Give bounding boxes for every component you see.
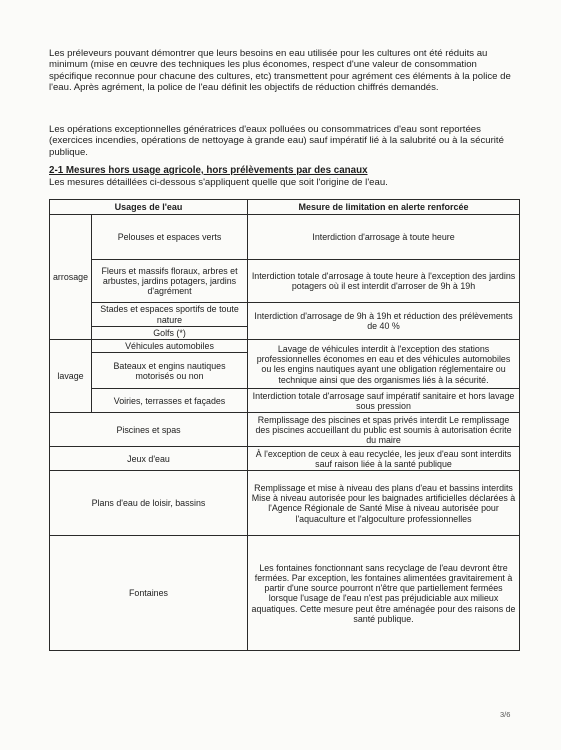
mesure-cell: Lavage de véhicules interdit à l'exception des stations professionnelles économes en eau et des véhicules automobiles ou les engins nautiques ayant une obligation réglementaire ou technique ainsi que des organismes liés à la sécurité.: [248, 340, 520, 389]
mesure-cell: À l'exception de ceux à eau recyclée, les jeux d'eau sont interdits sauf raison liée à la santé publique: [248, 447, 520, 471]
usage-cell: Fontaines: [50, 536, 248, 651]
mesure-cell: Interdiction totale d'arrosage sauf impératif sanitaire et hors lavage sous pression: [248, 389, 520, 413]
table-row: [50, 340, 520, 353]
usage-cell: Véhicules automobiles: [92, 340, 248, 353]
measures-table: [49, 199, 520, 651]
mesure-cell: Les fontaines fonctionnant sans recyclage de l'eau devront être fermées. Par exception, les fontaines alimentées gravitairement à partir d'une source pourront n'être que partiellement fermées lorsque l'usage de l'eau n'est pas préjudiciable aux milieux aquatiques. Cette mesure peut être aménagée pour des raisons de santé publique.: [248, 536, 520, 651]
usage-cell: Voiries, terrasses et façades: [92, 389, 248, 413]
table-row: [50, 389, 520, 413]
section-subtitle: Les mesures détaillées ci-dessous s'appliquent quelle que soit l'origine de l'eau.: [49, 177, 388, 188]
mesure-cell: Interdiction d'arrosage de 9h à 19h et réduction des prélèvements de 40 %: [248, 303, 520, 340]
usage-cell: Pelouses et espaces verts: [92, 215, 248, 260]
table-row: [50, 447, 520, 471]
header-usages: Usages de l'eau: [50, 200, 248, 215]
mesure-cell: Interdiction totale d'arrosage à toute heure à l'exception des jardins potagers où il est interdit d'arroser de 9h à 19h: [248, 260, 520, 303]
table-row: [50, 471, 520, 536]
category-lavage: lavage: [50, 340, 92, 413]
mesure-cell: Interdiction d'arrosage à toute heure: [248, 215, 520, 260]
intro-paragraph-1: Les préleveurs pouvant démontrer que leurs besoins en eau utilisée pour les cultures ont été réduits au minimum (mise en œuvre des techniques les plus économes, respect d'une valeur de consommation spécifique reconnue pour chacune des cultures, etc) transmettent pour agrément ces éléments à la police de l'eau. Après agrément, la police de l'eau définit les objectifs de réduction chiffrés demandés.: [49, 47, 511, 94]
page-number: 3/6: [500, 710, 511, 719]
table-row: [50, 536, 520, 651]
mesure-cell: Remplissage des piscines et spas privés interdit Le remplissage des piscines accueillant du public est soumis à autorisation écrite du maire: [248, 413, 520, 447]
table-row: [50, 413, 520, 447]
header-mesure: Mesure de limitation en alerte renforcée: [248, 200, 520, 215]
table-row: [50, 303, 520, 327]
usage-cell: Stades et espaces sportifs de toute nature: [92, 303, 248, 327]
table-row: [50, 260, 520, 303]
usage-cell: Golfs (*): [92, 327, 248, 340]
section-title: 2-1 Mesures hors usage agricole, hors prélèvements par des canaux: [49, 165, 368, 176]
usage-cell: Piscines et spas: [50, 413, 248, 447]
usage-cell: Fleurs et massifs floraux, arbres et arbustes, jardins potagers, jardins d'agrément: [92, 260, 248, 303]
intro-paragraph-2: Les opérations exceptionnelles génératrices d'eaux polluées ou consommatrices d'eau sont reportées (exercices incendies, opérations de nettoyage à grande eau) sauf impératif lié à la salubrité ou à la sécurité publique.: [49, 123, 504, 158]
usage-cell: Bateaux et engins nautiques motorisés ou non: [92, 353, 248, 389]
usage-cell: Plans d'eau de loisir, bassins: [50, 471, 248, 536]
category-arrosage: arrosage: [50, 215, 92, 340]
mesure-cell: Remplissage et mise à niveau des plans d'eau et bassins interdits Mise à niveau autorisée pour les baignades artificielles déclarées à l'Agence Régionale de Santé Mise à niveau autorisée pour l'aquaculture et l'algoculture professionnelles: [248, 471, 520, 536]
table-row: [50, 215, 520, 260]
usage-cell: Jeux d'eau: [50, 447, 248, 471]
table-header-row: [50, 200, 520, 215]
